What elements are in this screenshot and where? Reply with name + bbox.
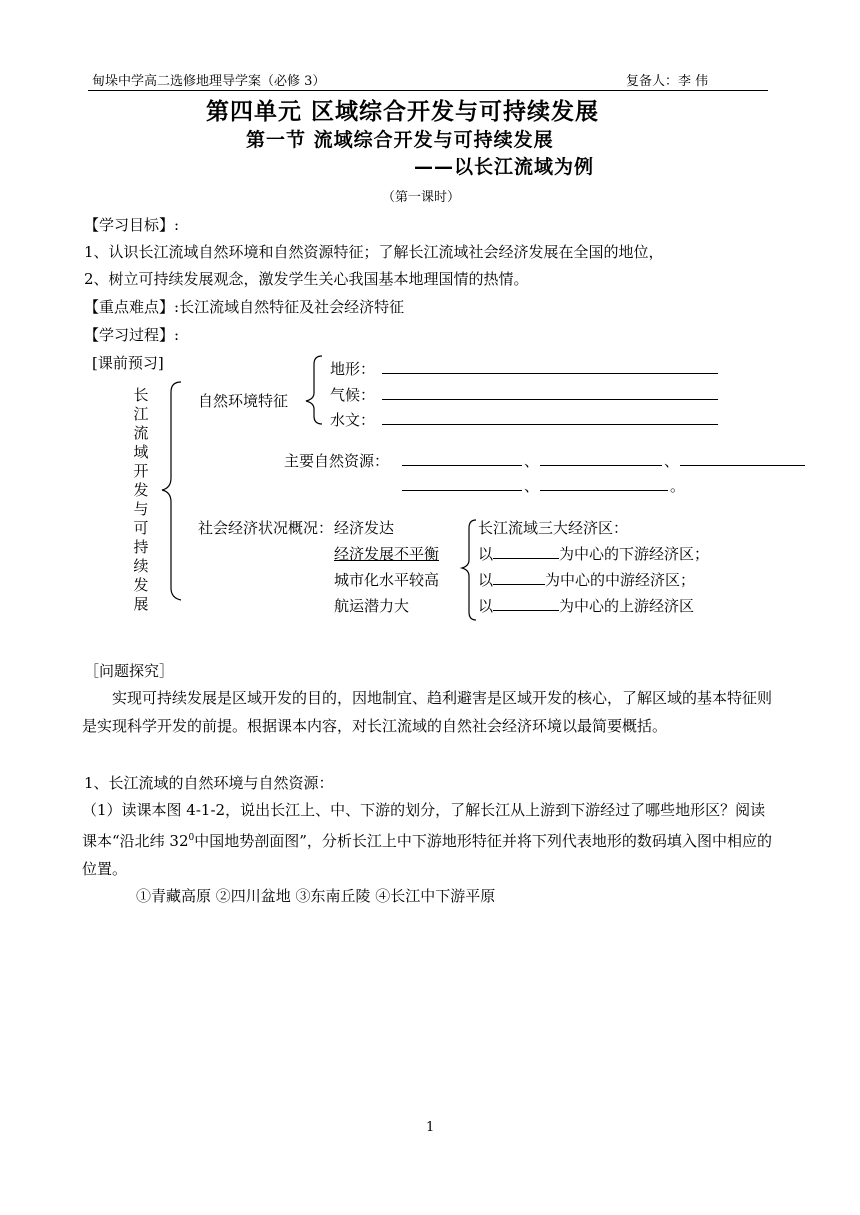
preview-label: [课前预习] bbox=[92, 354, 164, 372]
region-lower-blank[interactable] bbox=[493, 544, 559, 559]
objective-2: 2、树立可持续发展观念，激发学生关心我国基本地理国情的热情。 bbox=[84, 270, 529, 288]
natural-brace bbox=[306, 356, 322, 424]
hydrology-blank[interactable] bbox=[382, 424, 718, 425]
regions-title: 长江流域三大经济区： bbox=[478, 519, 629, 537]
keypoints-text: 长江流域自然特征及社会经济特征 bbox=[179, 298, 405, 316]
region-middle-pre: 以 bbox=[478, 571, 494, 589]
region-middle bbox=[478, 569, 695, 590]
social-label: 社会经济状况概况： bbox=[198, 519, 334, 537]
resource-blank-1[interactable] bbox=[402, 465, 522, 466]
unit-title: 第四单元 区域综合开发与可持续发展 bbox=[206, 99, 600, 125]
question-1: 1、长江流域的自然环境与自然资源： bbox=[84, 774, 334, 792]
social-item-4: 航运潜力大 bbox=[334, 597, 410, 615]
process-heading: 【学习过程】: bbox=[84, 326, 180, 344]
resource-sep-1: 、 bbox=[524, 452, 540, 470]
question-1-1-part-a: （1）读课本图 4-1-2，说出长江上、中、下游的划分，了解长江从上游到下游经过了哪些地形区？阅读课本“沿北纬 32 bbox=[82, 801, 766, 850]
regions-brace bbox=[462, 520, 476, 620]
objectives-heading: 【学习目标】: bbox=[84, 216, 180, 234]
social-item-3: 城市化水平较高 bbox=[334, 571, 440, 589]
section-title: 第一节 流域综合开发与可持续发展 bbox=[246, 129, 554, 151]
resources-label: 主要自然资源： bbox=[284, 452, 390, 470]
question-1-1 bbox=[82, 796, 772, 883]
inquiry-intro: 实现可持续发展是区域开发的目的，因地制宜、趋利避害是区域开发的核心，了解区域的基本特征则是实现科学开发的前提。根据课本内容，对长江流域的自然社会经济环境以最简要概括。 bbox=[82, 689, 773, 735]
climate-blank[interactable] bbox=[382, 399, 718, 400]
objective-1: 1、认识长江流域自然环境和自然资源特征；了解长江流域社会经济发展在全国的地位， bbox=[84, 243, 664, 261]
degree-superscript: 0 bbox=[188, 833, 195, 843]
resource-blank-5[interactable] bbox=[540, 490, 668, 491]
lesson-label: （第一课时） bbox=[382, 190, 461, 205]
region-upper bbox=[478, 595, 694, 616]
region-upper-blank[interactable] bbox=[493, 596, 559, 611]
terrain-blank[interactable] bbox=[382, 373, 718, 374]
region-lower-pre: 以 bbox=[478, 545, 494, 563]
header-left: 甸垛中学高二选修地理导学案（必修 3） bbox=[92, 74, 326, 89]
region-upper-post: 为中心的上游经济区 bbox=[559, 597, 695, 615]
resource-blank-4[interactable] bbox=[402, 490, 522, 491]
header-right: 复备人：李 伟 bbox=[626, 74, 709, 89]
social-item-1: 经济发达 bbox=[334, 519, 395, 537]
region-upper-pre: 以 bbox=[478, 597, 494, 615]
region-lower bbox=[478, 543, 709, 564]
region-middle-post: 为中心的中游经济区； bbox=[545, 571, 696, 589]
main-brace bbox=[162, 382, 181, 600]
region-middle-blank[interactable] bbox=[493, 570, 545, 585]
vertical-title: 长江流域开发与可持续发展 bbox=[133, 386, 149, 613]
page-number: 1 bbox=[426, 1120, 435, 1135]
resource-sep-2: 、 bbox=[664, 452, 680, 470]
social-item-2: 经济发展不平衡 bbox=[334, 545, 440, 563]
terrain-options: ①青藏高原 ②四川盆地 ③东南丘陵 ④长江中下游平原 bbox=[136, 887, 496, 905]
resource-blank-3[interactable] bbox=[680, 465, 805, 466]
keypoints-heading: 【重点难点】: bbox=[84, 298, 180, 316]
natural-label: 自然环境特征 bbox=[198, 392, 289, 410]
region-lower-post: 为中心的下游经济区； bbox=[559, 545, 710, 563]
inquiry-label: ［问题探究］ bbox=[84, 662, 175, 680]
resource-end: 。 bbox=[670, 477, 686, 495]
resource-sep-3: 、 bbox=[524, 477, 540, 495]
question-1-1-part-b: 中国地势剖面图”，分析长江上中下游地形特征并将下列代表地形的数码填入图中相应的位置。 bbox=[82, 832, 772, 878]
section-subtitle: ——以长江流域为例 bbox=[414, 156, 595, 178]
hydrology-label: 水文： bbox=[330, 411, 376, 429]
climate-label: 气候： bbox=[330, 386, 376, 404]
terrain-label: 地形： bbox=[330, 360, 376, 378]
resource-blank-2[interactable] bbox=[540, 465, 662, 466]
